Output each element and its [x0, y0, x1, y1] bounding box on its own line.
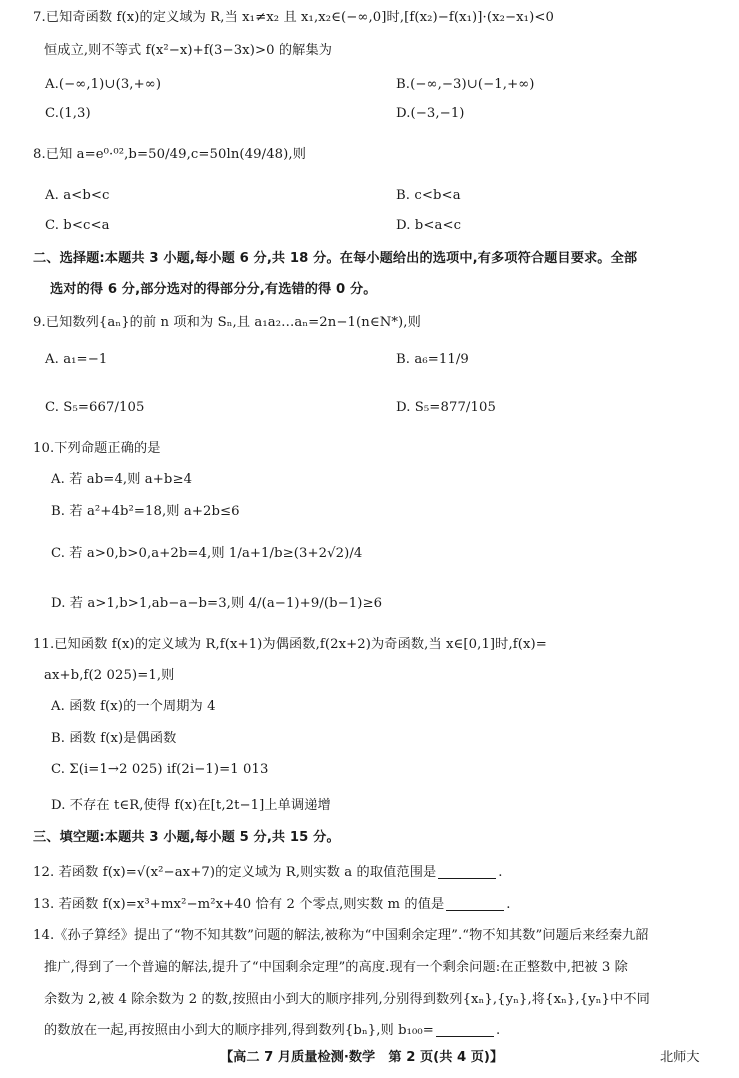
- q14-line3: 余数为 2,被 4 除余数为 2 的数,按照由小到大的顺序排列,分别得到数列{xₙ},{yₙ},将{xₙ},{yₙ}中不同: [44, 992, 650, 1007]
- q13-end: .: [506, 897, 511, 912]
- q10-option-a: A. 若 ab=4,则 a+b≥4: [51, 472, 193, 487]
- q11-option-b: B. 函数 f(x)是偶函数: [51, 731, 177, 746]
- q10-option-d: D. 若 a>1,b>1,ab−a−b=3,则 4/(a−1)+9/(b−1)≥6: [51, 596, 383, 611]
- q14-answer-blank[interactable]: [436, 1022, 494, 1037]
- q14-text: 的数放在一起,再按照由小到大的顺序排列,得到数列{bₙ},则 b₁₀₀=: [44, 1023, 434, 1038]
- q14-end: .: [495, 1023, 501, 1038]
- q12-end: .: [498, 865, 503, 880]
- q7-option-d: D.(−3,−1): [396, 106, 465, 121]
- q13-line: [33, 895, 511, 915]
- q10-option-b: B. 若 a²+4b²=18,则 a+2b≤6: [51, 504, 240, 519]
- q11-option-a: A. 函数 f(x)的一个周期为 4: [51, 699, 216, 714]
- q9-option-c: C. S₅=667/105: [45, 400, 145, 415]
- q8-line1: 8.已知 a=e⁰·⁰²,b=50/49,c=50ln(49/48),则: [33, 147, 306, 162]
- q13-answer-blank[interactable]: [446, 896, 504, 911]
- section3-heading: 三、填空题:本题共 3 小题,每小题 5 分,共 15 分。: [33, 830, 340, 845]
- q11-option-c: C. Σ(i=1→2 025) if(2i−1)=1 013: [51, 762, 269, 777]
- section2-heading: 二、选择题:本题共 3 小题,每小题 6 分,共 18 分。在每小题给出的选项中,有多项符合题目要求。全部: [33, 251, 638, 266]
- q8-option-b: B. c<b<a: [396, 188, 461, 203]
- q7-option-b: B.(−∞,−3)∪(−1,+∞): [396, 77, 535, 92]
- q9-line1: 9.已知数列{aₙ}的前 n 项和为 Sₙ,且 a₁a₂…aₙ=2n−1(n∈N*),则: [33, 315, 421, 330]
- q11-option-d: D. 不存在 t∈R,使得 f(x)在[t,2t−1]上单调递增: [51, 798, 331, 813]
- q12-answer-blank[interactable]: [438, 864, 496, 879]
- q10-option-c: C. 若 a>0,b>0,a+2b=4,则 1/a+1/b≥(3+2√2)/4: [51, 546, 363, 561]
- page-footer: [0, 1046, 739, 1070]
- q7-option-c: C.(1,3): [45, 106, 91, 121]
- q9-option-d: D. S₅=877/105: [396, 400, 496, 415]
- q11-line2: ax+b,f(2 025)=1,则: [44, 668, 175, 683]
- q7-option-a: A.(−∞,1)∪(3,+∞): [45, 77, 162, 92]
- footer-edition: 北师大: [660, 1050, 700, 1065]
- q7-line1: 7.已知奇函数 f(x)的定义域为 R,当 x₁≠x₂ 且 x₁,x₂∈(−∞,0]时,[f(x₂)−f(x₁)]·(x₂−x₁)<0: [33, 10, 554, 25]
- q7-line2: 恒成立,则不等式 f(x²−x)+f(3−3x)>0 的解集为: [44, 43, 333, 58]
- footer-title: 【高二 7 月质量检测·数学 第 2 页(共 4 页)】: [220, 1050, 504, 1065]
- q8-option-d: D. b<a<c: [396, 218, 462, 233]
- q8-option-a: A. a<b<c: [45, 188, 110, 203]
- q12-text: 12. 若函数 f(x)=√(x²−ax+7)的定义域为 R,则实数 a 的取值范围是: [33, 865, 437, 880]
- q14-line1: 14.《孙子算经》提出了“物不知其数”问题的解法,被称为“中国剩余定理”.“物不知其数”问题后来经秦九韶: [33, 928, 649, 943]
- section2-heading-cont: 选对的得 6 分,部分选对的得部分分,有选错的得 0 分。: [50, 282, 377, 297]
- q10-line1: 10.下列命题正确的是: [33, 441, 161, 456]
- q14-line4: [44, 1021, 500, 1041]
- q14-line2: 推广,得到了一个普遍的解法,提升了“中国剩余定理”的高度.现有一个剩余问题:在正整数中,把被 3 除: [44, 960, 628, 975]
- q9-option-a: A. a₁=−1: [45, 352, 108, 367]
- q13-text: 13. 若函数 f(x)=x³+mx²−m²x+40 恰有 2 个零点,则实数 m 的值是: [33, 897, 445, 912]
- q11-line1: 11.已知函数 f(x)的定义域为 R,f(x+1)为偶函数,f(2x+2)为奇函数,当 x∈[0,1]时,f(x)=: [33, 637, 547, 652]
- q9-option-b: B. a₆=11/9: [396, 352, 469, 367]
- q8-option-c: C. b<c<a: [45, 218, 110, 233]
- q12-line: [33, 863, 503, 883]
